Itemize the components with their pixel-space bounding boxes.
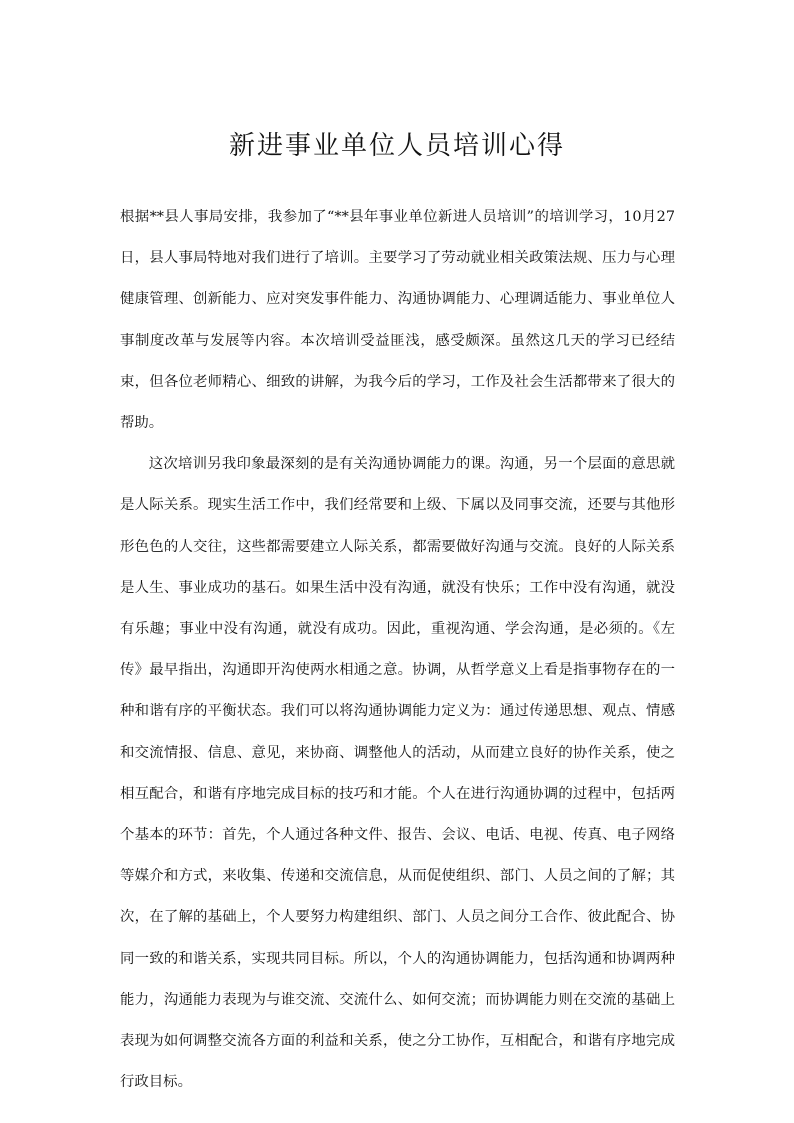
document-body: [120, 197, 675, 1103]
document-title: 新进事业单位人员培训心得: [228, 131, 565, 161]
paragraph-1: 根据**县人事局安排，我参加了“**县年事业单位新进人员培训”的培训学习，10月27日，县人事局特地对我们进行了培训。主要学习了劳动就业相关政策法规、压力与心理健康管理、创新能力、应对突发事件能力、沟通协调能力、心理调适能力、事业单位人事制度改革与发展等内容。本次培训受益匪浅，感受颇深。虽然这几天的学习已经结束，但各位老师精心、细致的讲解，为我今后的学习，工作及社会生活都带来了很大的帮助。: [120, 209, 675, 432]
paragraph-2: 这次培训另我印象最深刻的是有关沟通协调能力的课。沟通，另一个层面的意思就是人际关系。现实生活工作中，我们经常要和上级、下属以及同事交流，还要与其他形形色色的人交往，这些都需要建立人际关系，都需要做好沟通与交流。良好的人际关系是人生、事业成功的基石。如果生活中没有沟通，就没有快乐；工作中没有沟通，就没有乐趣；事业中没有沟通，就没有成功。因此，重视沟通、学会沟通，是必须的。《左传》最早指出，沟通即开沟使两水相通之意。协调，从哲学意义上看是指事物存在的一种和谐有序的平衡状态。我们可以将沟通协调能力定义为：通过传递思想、观点、情感和交流情报、信息、意见，来协商、调整他人的活动，从而建立良好的协作关系，使之相互配合，和谐有序地完成目标的技巧和才能。个人在进行沟通协调的过程中，包括两个基本的环节：首先，个人通过各种文件、报告、会议、电话、电视、传真、电子网络等媒介和方式，来收集、传递和交流信息，从而促使组织、部门、人员之间的了解；其次，在了解的基础上，个人要努力构建组织、部门、人员之间分工合作、彼此配合、协同一致的和谐关系，实现共同目标。所以，个人的沟通协调能力，包括沟通和协调两种能力，沟通能力表现为与谁交流、交流什么、如何交流；而协调能力则在交流的基础上表现为如何调整交流各方面的利益和关系，使之分工协作，互相配合，和谐有序地完成行政目标。: [120, 456, 675, 1091]
